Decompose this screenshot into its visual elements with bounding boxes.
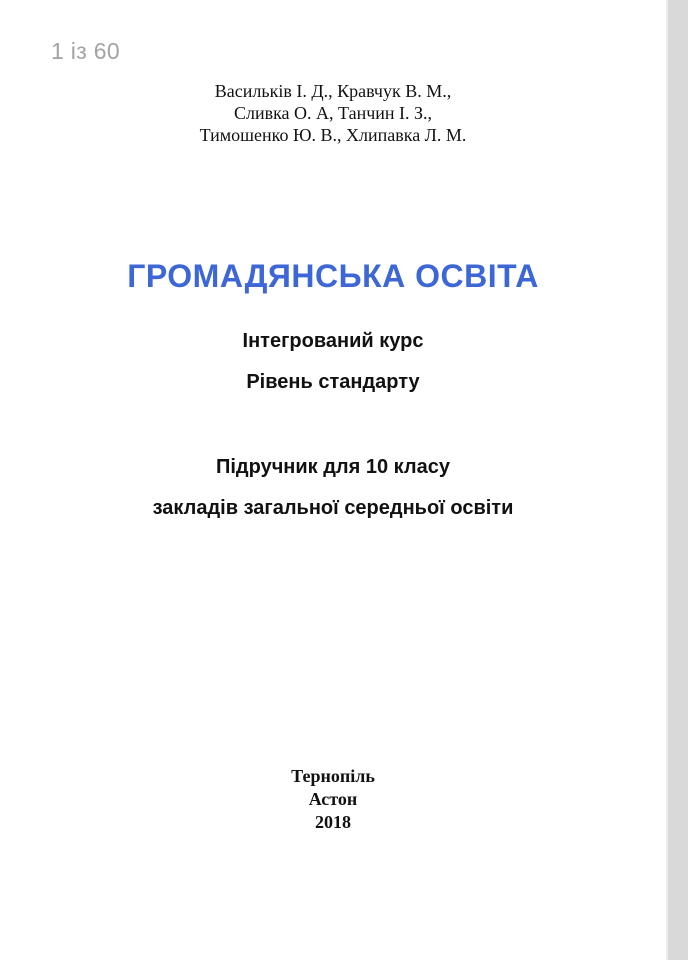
page-edge	[666, 0, 668, 960]
authors-line: Васильків І. Д., Кравчук В. М.,	[214, 81, 452, 101]
textbook-audience: закладів загальної середньої освіти	[152, 497, 514, 519]
course-type: Інтегрований курс	[242, 330, 424, 352]
imprint-year: 2018	[315, 812, 351, 832]
textbook-grade: Підручник для 10 класу	[215, 456, 450, 478]
authors-line: Тимошенко Ю. В., Хлипавка Л. М.	[199, 125, 467, 145]
page-counter: 1 із 60	[51, 38, 120, 64]
imprint-publisher: Астон	[308, 789, 358, 809]
authors-line: Сливка О. А, Танчин І. З.,	[233, 103, 433, 123]
book-title: ГРОМАДЯНСЬКА ОСВІТА	[127, 258, 539, 294]
authors-block	[0, 80, 666, 146]
imprint-city: Тернопіль	[291, 766, 375, 786]
imprint-block	[0, 765, 666, 834]
course-level: Рівень стандарту	[246, 371, 420, 393]
